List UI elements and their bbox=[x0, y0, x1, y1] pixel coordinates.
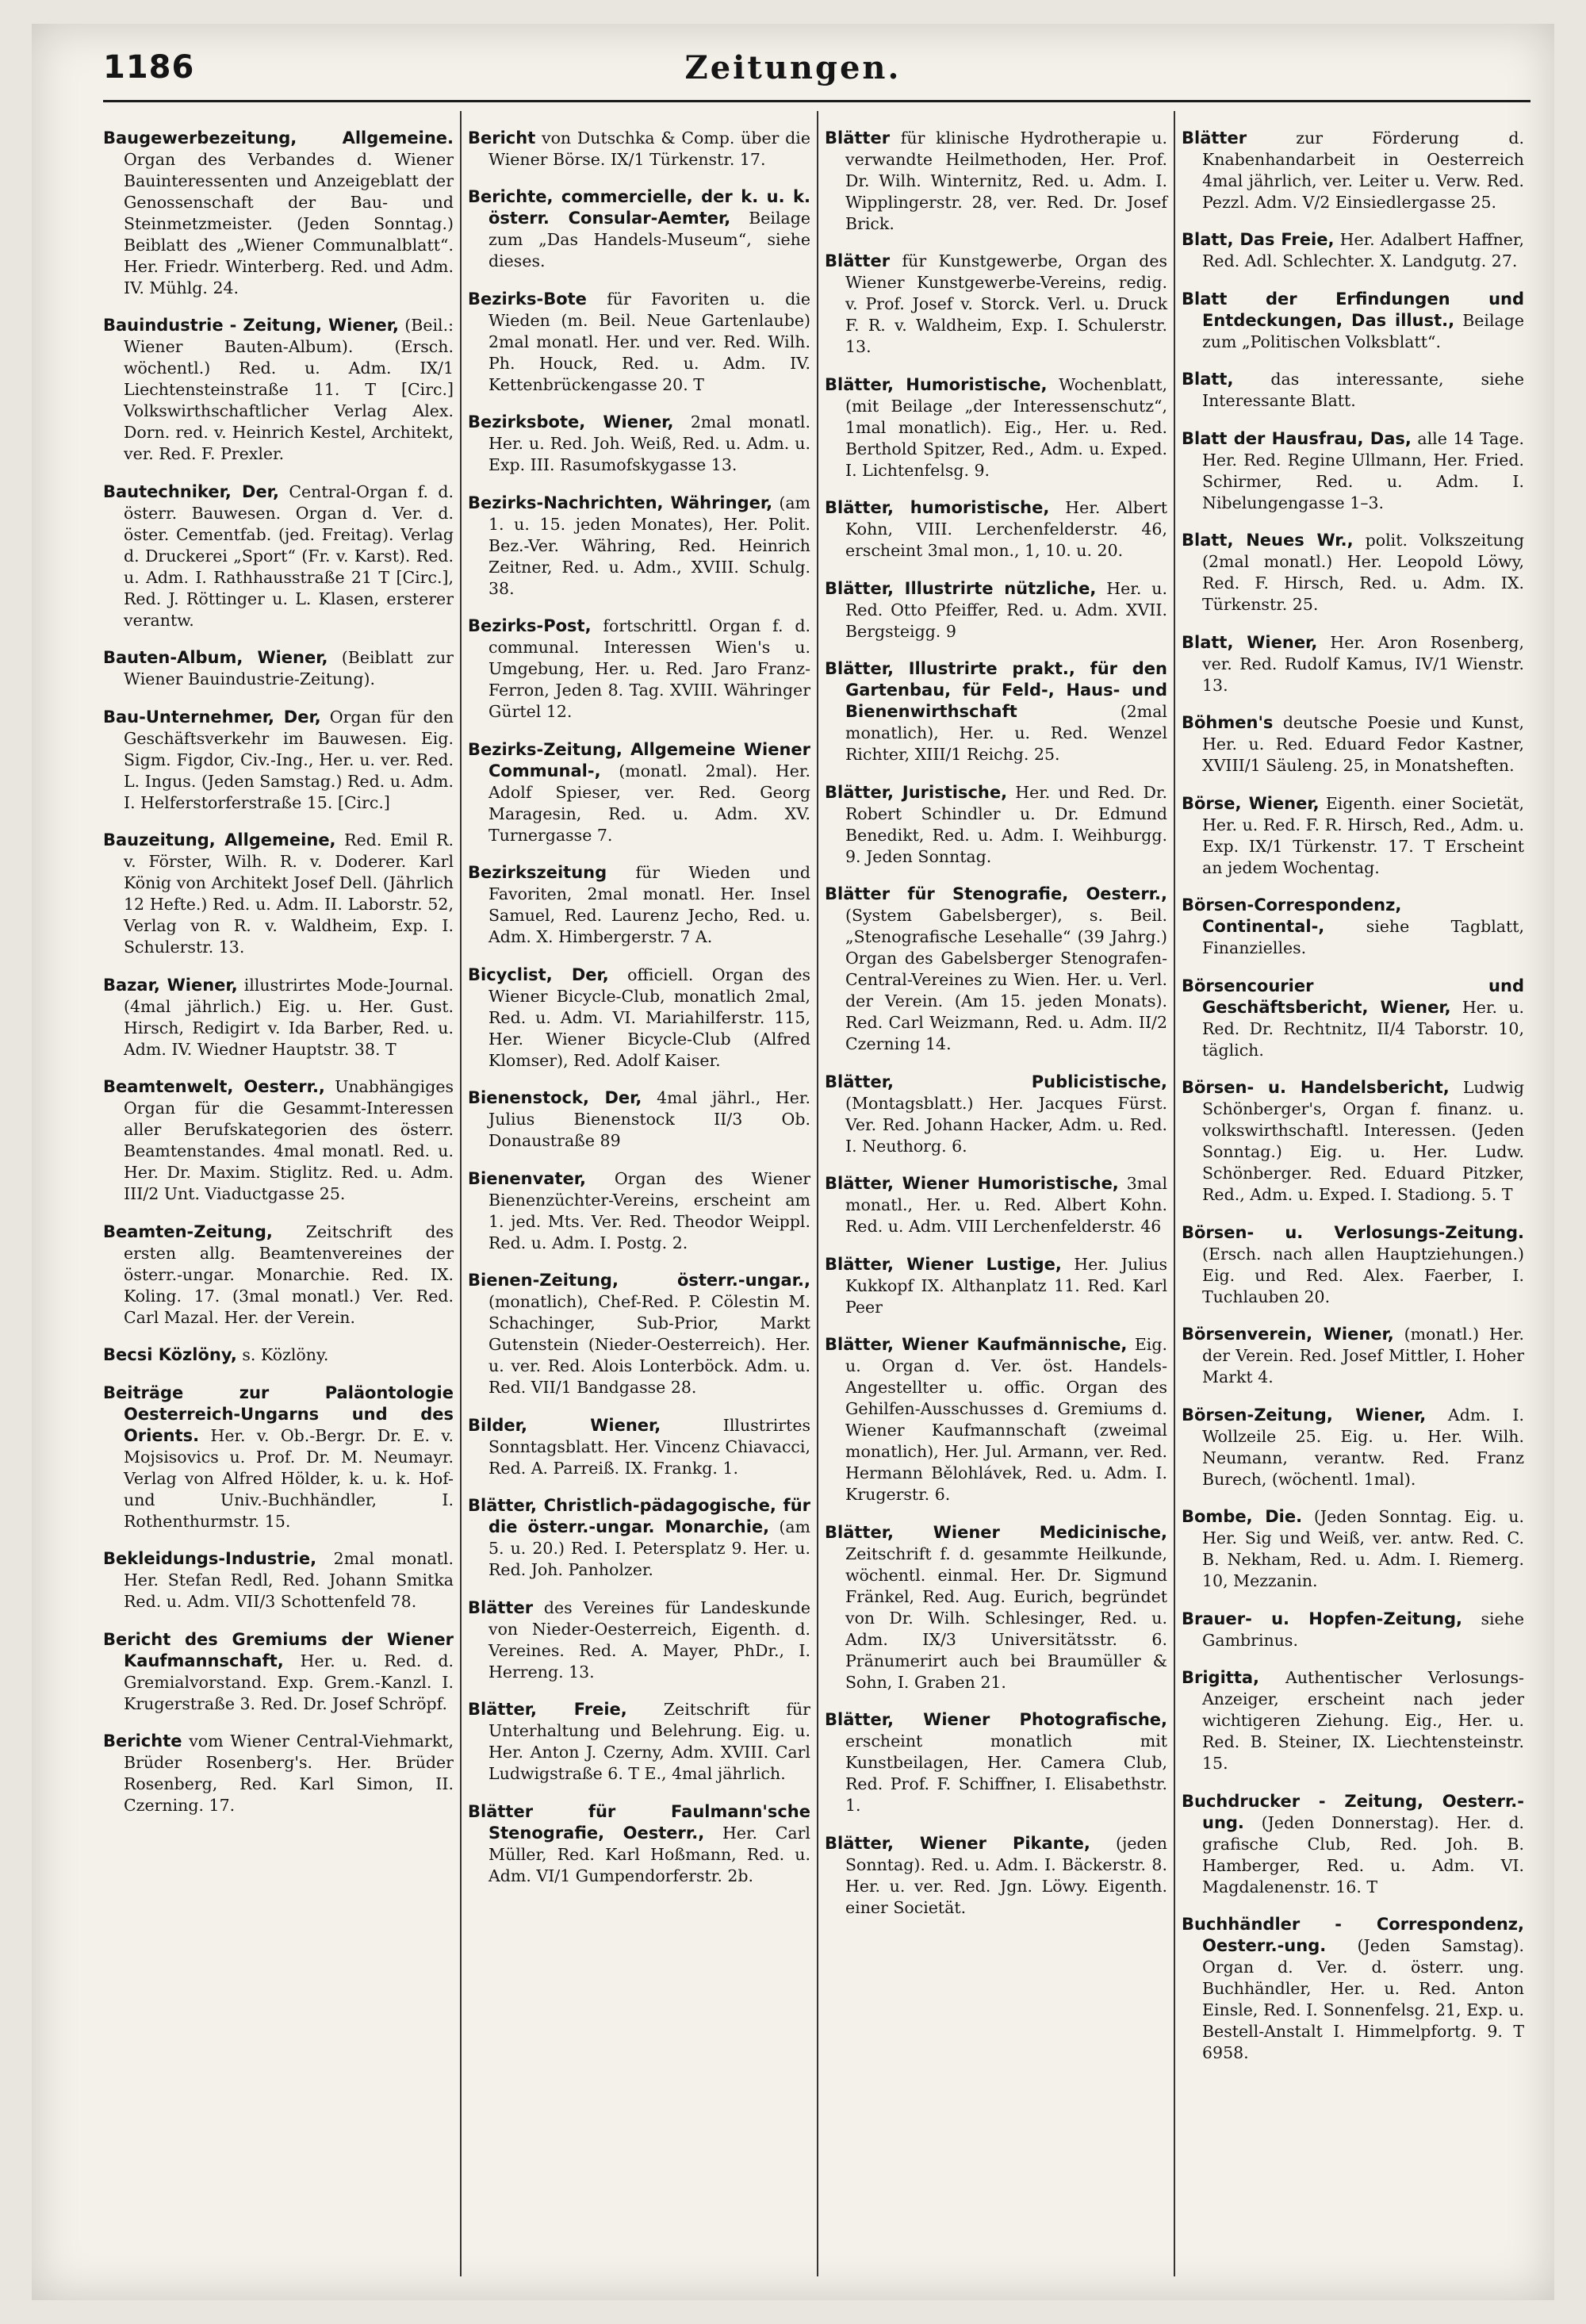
entry-text: Zeitschrift für Unterhaltung und Belehrung. Eig. u. Her. Anton J. Czerny, Adm. XVIII. Carl Ludwigstraße 6. T E., 4mal jährlich. bbox=[488, 1700, 810, 1783]
entry-text: vom Wiener Central-Viehmarkt, Brüder Rosenberg's. Her. Brüder Rosenberg, Red. Karl Simon, II. Czerning. 17. bbox=[124, 1731, 454, 1815]
directory-entry bbox=[825, 1334, 1167, 1505]
entry-text: polit. Volkszeitung (2mal monatl.) Her. Leopold Löwy, Red. F. Hirsch, Red. u. Adm. IX. Türkenstr. 25. bbox=[1202, 531, 1524, 614]
entry-title: Beamten-Zeitung, bbox=[103, 1221, 273, 1241]
entry-text: Her. Carl Müller, Red. Karl Hoßmann, Red. u. Adm. VI/1 Gumpendorferstr. 2b. bbox=[488, 1823, 810, 1885]
directory-entry bbox=[825, 374, 1167, 481]
entry-text: Her. u. Red. Dr. Rechtnitz, II/4 Taborstr. 10, täglich. bbox=[1202, 997, 1524, 1060]
directory-entry bbox=[103, 830, 454, 958]
entry-title: Berichte, commercielle, der k. u. k. österr. Consular-Aemter, bbox=[468, 187, 810, 228]
directory-entry bbox=[468, 1801, 810, 1887]
directory-entry bbox=[103, 315, 454, 465]
directory-entry bbox=[468, 289, 810, 396]
directory-entry bbox=[468, 1087, 810, 1152]
entry-title: Börsencourier und Geschäftsbericht, Wiener, bbox=[1182, 976, 1524, 1017]
directory-entry bbox=[103, 1076, 454, 1205]
entry-title: Bazar, Wiener, bbox=[103, 975, 238, 995]
entry-text: Zeitschrift des ersten allg. Beamtenvereines der österr.-ungar. Monarchie. Red. IX. Koling. 17. (3mal monatl.) Ver. Red. Carl Mazal. Her. der Verein. bbox=[124, 1221, 454, 1327]
entry-text: Unabhängiges Organ für die Gesammt-Interessen aller Berufskategorien des österr. Beamtenstandes. 4mal monatl. Red. u. Her. Dr. Maxim. Stiglitz. Red. u. Adm. III/2 Unt. Viaductgasse 25. bbox=[124, 1077, 454, 1203]
directory-entry bbox=[825, 1833, 1167, 1919]
entry-title: Brigitta, bbox=[1182, 1668, 1260, 1687]
entry-text: Her. u. Red. Otto Pfeiffer, Red. u. Adm. XVII. Bergsteigg. 9 bbox=[845, 578, 1167, 641]
entry-title: Blätter, Wiener Photografische, bbox=[825, 1710, 1167, 1729]
entry-text: 2mal monatl. Her. Stefan Redl, Red. Johann Smitka Red. u. Adm. VII/3 Schottenfeld 78. bbox=[124, 1549, 454, 1611]
entry-title: Blätter bbox=[825, 128, 891, 148]
entry-title: Börsen-Zeitung, Wiener, bbox=[1182, 1405, 1427, 1425]
entry-title: Blätter für Faulmann'sche Stenografie, Oesterr., bbox=[468, 1801, 810, 1843]
entry-title: Bericht des Gremiums der Wiener Kaufmannschaft, bbox=[103, 1629, 454, 1670]
directory-entry bbox=[825, 658, 1167, 765]
directory-entry bbox=[468, 1597, 810, 1683]
directory-page bbox=[32, 24, 1554, 2300]
entry-title: Beamtenwelt, Oesterr., bbox=[103, 1077, 325, 1096]
entry-title: Bombe, Die. bbox=[1182, 1507, 1303, 1526]
entry-title: Blätter bbox=[1182, 128, 1247, 148]
directory-entry bbox=[1182, 976, 1524, 1061]
entry-title: Blätter, Wiener Kaufmännische, bbox=[825, 1335, 1128, 1354]
directory-entry bbox=[103, 975, 454, 1060]
column-4 bbox=[1174, 111, 1530, 2276]
entry-title: Börsen- u. Handelsbericht, bbox=[1182, 1078, 1450, 1097]
entry-title: Bienenvater, bbox=[468, 1168, 586, 1188]
entry-text: für Kunstgewerbe, Organ des Wiener Kunstgewerbe-Vereins, redig. v. Prof. Josef v. Storck. Verl. u. Druck F. R. v. Waldheim, Exp. I. Schulerstr. 13. bbox=[845, 251, 1167, 356]
entry-title: Blatt, Wiener, bbox=[1182, 632, 1318, 652]
entry-title: Blätter, Illustrirte nützliche, bbox=[825, 578, 1097, 598]
directory-entry bbox=[1182, 128, 1524, 213]
entry-title: Bekleidungs-Industrie, bbox=[103, 1549, 317, 1568]
entry-text: Organ des Wiener Bienenzüchter-Vereins, erscheint am 1. jed. Mts. Ver. Red. Theodor Weippl. Red. u. Adm. I. Postg. 2. bbox=[488, 1168, 810, 1252]
entry-title: Bezirkszeitung bbox=[468, 863, 607, 882]
entry-text: Ludwig Schönberger's, Organ f. finanz. u. volkswirthschaftl. Interessen. (Jeden Sonntag.) Eig. u. Her. Ludw. Schönberger. Red. Eduard Pitzker, Red., Adm. u. Exped. I. Stadiong. 5. T bbox=[1202, 1078, 1524, 1204]
entry-text: Eig. u. Organ d. Ver. öst. Handels-Angestellter u. offic. Organ des Gehilfen-Ausschusses d. Gremiums d. Wiener Kaufmannschaft (zweimal monatlich), Her. Jul. Armann, ver. Red. Hermann Bělohlávek, Red. u. Adm. I. Krugerstr. 6. bbox=[845, 1335, 1167, 1504]
entry-title: Blätter, Wiener Medicinische, bbox=[825, 1522, 1167, 1542]
entry-text: siehe Tagblatt, Finanzielles. bbox=[1202, 917, 1524, 957]
directory-entry bbox=[825, 578, 1167, 642]
entry-text: Her. Adalbert Haffner, Red. Adl. Schlechter. X. Landgutg. 27. bbox=[1202, 230, 1524, 270]
entry-text: Beilage zum „Politischen Volksblatt“. bbox=[1202, 310, 1524, 351]
entry-title: Baugewerbezeitung, Allgemeine. bbox=[103, 128, 454, 148]
entry-text: (Jeden Samstag). Organ d. Ver. d. österr. ung. Buchhändler, Her. u. Red. Anton Einsle, Red. I. Sonnenfelsg. 21, Exp. u. Bestell-Anstalt I. Himmelpfortg. 9. T 6958. bbox=[1202, 1936, 1524, 2062]
directory-entry bbox=[103, 1629, 454, 1715]
entry-text: Illustrirtes Sonntagsblatt. Her. Vincenz Chiavacci, Red. A. Parreiß. IX. Frankg. 1. bbox=[488, 1415, 810, 1478]
directory-entry bbox=[1182, 1914, 1524, 2064]
entry-text: deutsche Poesie und Kunst, Her. u. Red. Eduard Fedor Kastner, XVIII/1 Säuleng. 25, in Monatsheften. bbox=[1202, 713, 1524, 775]
entry-title: Bauten-Album, Wiener, bbox=[103, 648, 328, 667]
entry-title: Blatt, Das Freie, bbox=[1182, 230, 1335, 249]
entry-text: 3mal monatl., Her. u. Red. Albert Kohn. Red. u. Adm. VIII Lerchenfelderstr. 46 bbox=[845, 1174, 1167, 1236]
entry-title: Blätter, Wiener Humoristische, bbox=[825, 1174, 1119, 1193]
entry-text: (jeden Sonntag). Red. u. Adm. I. Bäckerstr. 8. Her. u. ver. Red. Jgn. Löwy. Eigenth. einer Societät. bbox=[845, 1833, 1167, 1917]
directory-entry bbox=[1182, 1324, 1524, 1388]
entry-text: (monatl.) Her. der Verein. Red. Josef Mittler, I. Hoher Markt 4. bbox=[1202, 1325, 1524, 1386]
entry-text: Her. Julius Kukkopf IX. Althanplatz 11. Red. Karl Peer bbox=[845, 1254, 1167, 1317]
directory-entry bbox=[103, 707, 454, 814]
entry-text: alle 14 Tage. Her. Red. Regine Ullmann, Her. Fried. Schirmer, Red. u. Adm. I. Nibelungengasse 1–3. bbox=[1202, 428, 1524, 512]
directory-entry bbox=[825, 1522, 1167, 1693]
running-head: Zeitungen. bbox=[684, 49, 902, 86]
directory-entry bbox=[1182, 1506, 1524, 1592]
entry-title: Beiträge zur Paläontologie Oesterreich-Ungarns und des Orients. bbox=[103, 1383, 454, 1445]
directory-entry bbox=[103, 481, 454, 631]
entry-title: Bezirksbote, Wiener, bbox=[468, 412, 674, 431]
directory-entry bbox=[103, 1383, 454, 1532]
directory-entry bbox=[103, 1221, 454, 1329]
entry-text: Her. Albert Kohn, VIII. Lerchenfelderstr. 46, erscheint 3mal mon., 1, 10. u. 20. bbox=[845, 498, 1167, 560]
entry-text: Beilage zum „Das Handels-Museum“, siehe dieses. bbox=[488, 209, 810, 270]
entry-text: 4mal jährl., Her. Julius Bienenstock II/3 Ob. Donaustraße 89 bbox=[488, 1088, 810, 1150]
entry-text: Central-Organ f. d. österr. Bauwesen. Organ d. Ver. d. öster. Cementfab. (jed. Freitag). Verlag d. Druckerei „Sport“ (Fr. v. Karst). Red. u. Adm. I. Rathhausstraße 21 T [Circ.], Red. J. Röttinger u. L. Klasen, ersterer verantw. bbox=[124, 481, 454, 630]
entry-title: Bezirks-Nachrichten, Währinger, bbox=[468, 493, 773, 512]
page-header bbox=[32, 24, 1554, 103]
directory-entry bbox=[468, 1699, 810, 1785]
entry-text: Her. und Red. Dr. Robert Schindler u. Dr. Edmund Benedikt, Red. u. Adm. I. Weihburgg. 9. Jeden Sonntag. bbox=[845, 782, 1167, 866]
directory-entry bbox=[1182, 793, 1524, 879]
entry-text: Wochenblatt, (mit Beilage „der Interessenschutz“, 1mal monatlich). Eig., Her. u. Red. Berthold Spitzer, Red., Adm. u. Exped. I. Lichtenfelsg. 9. bbox=[845, 374, 1167, 480]
entry-title: Blätter, Humoristische, bbox=[825, 374, 1048, 394]
directory-entry bbox=[1182, 369, 1524, 412]
entry-text: Her. u. Red. d. Gremialvorstand. Exp. Grem.-Kanzl. I. Krugerstraße 3. Red. Dr. Josef Schröpf. bbox=[124, 1651, 454, 1713]
directory-entry bbox=[103, 128, 454, 299]
column-1 bbox=[103, 111, 460, 2276]
entry-title: Börse, Wiener, bbox=[1182, 793, 1320, 813]
entry-text: von Dutschka & Comp. über die Wiener Börse. IX/1 Türkenstr. 17. bbox=[488, 128, 810, 169]
entry-title: Börsen- u. Verlosungs-Zeitung. bbox=[1182, 1222, 1524, 1242]
entry-text: des Vereines für Landeskunde von Nieder-Oesterreich, Eigenth. d. Vereines. Red. A. Mayer, PhDr., I. Herreng. 13. bbox=[488, 1597, 810, 1682]
entry-title: Bezirks-Zeitung, Allgemeine Wiener Communal-, bbox=[468, 739, 810, 780]
entry-title: Bauindustrie - Zeitung, Wiener, bbox=[103, 316, 400, 335]
entry-title: Blatt, Neues Wr., bbox=[1182, 531, 1354, 550]
directory-entry bbox=[103, 1344, 454, 1366]
entry-text: (am 5. u. 20.) Red. I. Petersplatz 9. Her. u. Red. Joh. Panholzer. bbox=[488, 1517, 810, 1579]
directory-entry bbox=[468, 862, 810, 948]
entry-title: Becsi Közlöny, bbox=[103, 1345, 237, 1364]
entry-title: Berichte bbox=[103, 1731, 182, 1751]
entry-text: (2mal monatlich), Her. u. Red. Wenzel Richter, XIII/1 Reichg. 25. bbox=[845, 702, 1167, 764]
entry-text: officiell. Organ des Wiener Bicycle-Club, monatlich 2mal, Red. u. Adm. VI. Mariahilferstr. 115, Her. Wiener Bicycle-Club (Alfred Klomser), Red. Adolf Kaiser. bbox=[488, 964, 810, 1070]
entry-text: illustrirtes Mode-Journal. (4mal jährlich.) Eig. u. Her. Gust. Hirsch, Redigirt v. Ida Barber, Red. u. Adm. IV. Wiedner Hauptstr. 38. T bbox=[124, 975, 454, 1059]
entry-title: Bericht bbox=[468, 128, 536, 148]
entry-title: Bilder, Wiener, bbox=[468, 1415, 661, 1435]
directory-entry bbox=[468, 1495, 810, 1581]
entry-title: Buchhändler - Correspondenz, Oesterr.-ung. bbox=[1182, 1915, 1524, 1955]
directory-entry bbox=[103, 1731, 454, 1816]
directory-entry bbox=[1182, 1405, 1524, 1490]
entry-text: Organ für den Geschäftsverkehr im Bauwesen. Eig. Sigm. Figdor, Civ.-Ing., Her. u. ver. Red. L. Ingus. (Jeden Samstag.) Red. u. Adm. I. Helferstorferstraße 15. [Circ.] bbox=[124, 707, 454, 812]
column-3 bbox=[817, 111, 1174, 2276]
entry-text: (monatl. 2mal). Her. Adolf Spieser, ver. Red. Georg Maragesin, Red. u. Adm. XV. Turnergasse 7. bbox=[488, 761, 810, 845]
directory-entry bbox=[468, 739, 810, 846]
entry-text: (Beil.: Wiener Bauten-Album). (Ersch. wöchentl.) Red. u. Adm. IX/1 Liechtensteinstraße 11. T [Circ.] Volkswirthschaftlicher Verlag Alex. Dorn. red. v. Heinrich Kestel, Architekt, ver. Red. F. Prexler. bbox=[124, 316, 454, 463]
entry-text: (Jeden Sonntag. Eig. u. Her. Sig und Weiß, ver. antw. Red. C. B. Nekham, Red. u. Adm. I. Riemerg. 10, Mezzanin. bbox=[1202, 1507, 1524, 1590]
directory-entry bbox=[1182, 229, 1524, 272]
directory-entry bbox=[1182, 289, 1524, 353]
directory-entry bbox=[825, 1709, 1167, 1816]
entry-text: erscheint monatlich mit Kunstbeilagen, Her. Camera Club, Red. Prof. F. Schiffner, I. Elisabethstr. 1. bbox=[845, 1731, 1167, 1815]
directory-entry bbox=[468, 1270, 810, 1398]
entry-title: Blätter, humoristische, bbox=[825, 498, 1050, 517]
entry-title: Buchdrucker - Zeitung, Oesterr.-ung. bbox=[1182, 1791, 1524, 1832]
directory-entry bbox=[468, 493, 810, 600]
entry-text: (Ersch. nach allen Hauptziehungen.) Eig. und Red. Alex. Faerber, I. Tuchlauben 20. bbox=[1202, 1244, 1524, 1306]
entry-text: (monatlich), Chef-Red. P. Cölestin M. Schachinger, Sub-Prior, Markt Gutenstein (Nieder-Oesterreich). Her. u. ver. Red. Alois Lonterböck. Adm. u. Red. VII/1 Bandgasse 28. bbox=[488, 1292, 810, 1397]
directory-entry bbox=[468, 128, 810, 171]
entry-text: fortschrittl. Organ f. d. communal. Interessen Wien's u. Umgebung, Her. u. Red. Jaro Franz-Ferron, Jeden 8. Tag. XVIII. Währinger Gürtel 12. bbox=[488, 616, 810, 721]
entry-title: Blatt, bbox=[1182, 370, 1234, 389]
entry-text: Red. Emil R. v. Förster, Wilh. R. v. Doderer. Karl König von Architekt Josef Dell. (Jährlich 12 Hefte.) Red. u. Adm. II. Laborstr. 52, Verlag von R. v. Waldheim, Exp. I. Schulerstr. 13. bbox=[124, 830, 454, 957]
entry-text: für Favoriten u. die Wieden (m. Beil. Neue Gartenlaube) 2mal monatl. Her. und ver. Red. Wilh. Ph. Houck, Red. u. Adm. IV. Kettenbrückengasse 20. T bbox=[488, 289, 810, 394]
directory-entry bbox=[468, 964, 810, 1072]
directory-entry bbox=[468, 1168, 810, 1254]
directory-entry bbox=[825, 1173, 1167, 1237]
page-number: 1186 bbox=[103, 49, 195, 86]
entry-title: Böhmen's bbox=[1182, 713, 1274, 732]
entry-title: Börsen-Correspondenz, Continental-, bbox=[1182, 895, 1402, 936]
entry-text: siehe Gambrinus. bbox=[1202, 1609, 1524, 1650]
directory-entry bbox=[825, 884, 1167, 1055]
entry-title: Blätter, Wiener Lustige, bbox=[825, 1254, 1062, 1274]
entry-title: Blätter für Stenografie, Oesterr., bbox=[825, 884, 1167, 903]
entry-text: (Jeden Donnerstag). Her. d. grafische Club, Red. Joh. B. Hamberger, Red. u. Adm. VI. Magdalenenstr. 16. T bbox=[1202, 1812, 1524, 1896]
directory-entry bbox=[1182, 530, 1524, 616]
directory-entry bbox=[1182, 1791, 1524, 1898]
directory-entry bbox=[468, 412, 810, 476]
entry-title: Bezirks-Post, bbox=[468, 616, 592, 635]
entry-text: Adm. I. Wollzeile 25. Eig. u. Her. Wilh. Neumann, verantw. Red. Franz Burech, (wöchentl. 1mal). bbox=[1202, 1405, 1524, 1489]
entry-title: Bienen-Zeitung, österr.-ungar., bbox=[468, 1271, 810, 1290]
entry-title: Bezirks-Bote bbox=[468, 289, 587, 309]
entry-title: Blatt der Hausfrau, Das, bbox=[1182, 428, 1412, 448]
columns bbox=[103, 111, 1530, 2276]
entry-title: Bicyclist, Der, bbox=[468, 964, 609, 984]
entry-title: Brauer- u. Hopfen-Zeitung, bbox=[1182, 1609, 1462, 1628]
directory-entry bbox=[1182, 428, 1524, 514]
directory-entry bbox=[1182, 1609, 1524, 1651]
entry-title: Blätter, Publicistische, bbox=[825, 1072, 1167, 1091]
directory-entry bbox=[1182, 1667, 1524, 1774]
entry-text: (Beiblatt zur Wiener Bauindustrie-Zeitung). bbox=[124, 648, 454, 688]
entry-title: Blätter bbox=[468, 1597, 534, 1617]
entry-title: Bautechniker, Der, bbox=[103, 481, 279, 501]
entry-text: Authentischer Verlosungs-Anzeiger, erscheint nach jeder wichtigeren Ziehung. Eig., Her. u. Red. B. Steiner, IX. Liechtensteinstr. 15. bbox=[1202, 1668, 1524, 1773]
entry-title: Blätter, Freie, bbox=[468, 1700, 627, 1719]
directory-entry bbox=[468, 616, 810, 723]
directory-entry bbox=[825, 128, 1167, 235]
entry-text: (Montagsblatt.) Her. Jacques Fürst. Ver. Red. Johann Hacker, Adm. u. Red. I. Neuthorg. 6. bbox=[845, 1093, 1167, 1156]
entry-text: (am 1. u. 15. jeden Monates), Her. Polit. Bez.-Ver. Währing, Red. Heinrich Zeitner, Red. u. Adm., XVIII. Schulg. 38. bbox=[488, 493, 810, 598]
entry-text: für Wieden und Favoriten, 2mal monatl. Her. Insel Samuel, Red. Laurenz Jecho, Red. u. Adm. X. Himbergerstr. 7 A. bbox=[488, 863, 810, 946]
entry-text: Eigenth. einer Societät, Her. u. Red. F. R. Hirsch, Red., Adm. u. Exp. IX/1 Türkenstr. 17. T Erscheint an jedem Wochentag. bbox=[1202, 793, 1524, 877]
entry-text: 2mal monatl. Her. u. Red. Joh. Weiß, Red. u. Adm. u. Exp. III. Rasumofskygasse 13. bbox=[488, 412, 810, 474]
directory-entry bbox=[825, 782, 1167, 868]
entry-title: Bauzeitung, Allgemeine, bbox=[103, 830, 336, 849]
entry-text: Her. v. Ob.-Bergr. Dr. E. v. Mojsisovics u. Prof. Dr. M. Neumayr. Verlag von Alfred Hölder, k. u. k. Hof- und Univ.-Buchhändler, I. Rothenthurmstr. 15. bbox=[124, 1425, 454, 1531]
column-2 bbox=[460, 111, 817, 2276]
entry-text: s. Közlöny. bbox=[242, 1345, 329, 1364]
directory-entry bbox=[1182, 1222, 1524, 1308]
entry-text: zur Förderung d. Knabenhandarbeit in Oesterreich 4mal jährlich, ver. Leiter u. Verw. Red. Pezzl. Adm. V/2 Einsiedlergasse 25. bbox=[1202, 128, 1524, 212]
entry-title: Börsenverein, Wiener, bbox=[1182, 1325, 1394, 1344]
entry-title: Blätter, Christlich-pädagogische, für die österr.-ungar. Monarchie, bbox=[468, 1496, 810, 1536]
directory-entry bbox=[825, 1254, 1167, 1318]
directory-entry bbox=[103, 647, 454, 690]
entry-title: Blätter, Illustrirte prakt., für den Gartenbau, für Feld-, Haus- und Bienenwirthschaft bbox=[825, 659, 1167, 721]
entry-text: für klinische Hydrotherapie u. verwandte Heilmethoden, Her. Prof. Dr. Wilh. Winternitz, Red. u. Adm. I. Wipplingerstr. 28, ver. Red. Dr. Josef Brick. bbox=[845, 128, 1167, 233]
header-rule bbox=[103, 100, 1530, 102]
directory-entry bbox=[825, 497, 1167, 562]
directory-entry bbox=[468, 1415, 810, 1479]
entry-text: Zeitschrift f. d. gesammte Heilkunde, wöchentl. einmal. Her. Dr. Sigmund Fränkel, Red. Aug. Eurich, begründet von Dr. Wilh. Schlesinger, Red. u. Adm. IX/3 Universitätsstr. 6. Pränumerirt auch bei Braumüller & Sohn, I. Graben 21. bbox=[845, 1544, 1167, 1692]
directory-entry bbox=[103, 1548, 454, 1613]
directory-entry bbox=[1182, 895, 1524, 959]
entry-title: Blatt der Erfindungen und Entdeckungen, Das illust., bbox=[1182, 289, 1524, 330]
directory-entry bbox=[825, 251, 1167, 358]
directory-entry bbox=[1182, 712, 1524, 777]
directory-entry bbox=[825, 1072, 1167, 1157]
entry-text: Organ des Verbandes d. Wiener Bauinteressenten und Anzeigeblatt der Genossenschaft der Bau- und Steinmetzmeister. (Jeden Sonntag.) Beiblatt des „Wiener Communalblatt“. Her. Friedr. Winterberg. Red. und Adm. IV. Mühlg. 24. bbox=[124, 149, 454, 297]
entry-title: Bienenstock, Der, bbox=[468, 1088, 642, 1107]
entry-title: Blätter, Juristische, bbox=[825, 782, 1008, 802]
entry-text: das interessante, siehe Interessante Blatt. bbox=[1202, 370, 1524, 410]
entry-text: Her. Aron Rosenberg, ver. Red. Rudolf Kamus, IV/1 Wienstr. 13. bbox=[1202, 632, 1524, 695]
entry-title: Blätter bbox=[825, 251, 891, 270]
entry-text: (System Gabelsberger), s. Beil. „Stenografische Lesehalle“ (39 Jahrg.) Organ des Gabelsberger Stenografen-Central-Vereines zu Wien. Her. u. Verl. der Verein. (Am 15. jeden Monats). Red. Carl Weizmann, Red. u. Adm. II/2 Czerning 14. bbox=[845, 906, 1167, 1053]
entry-title: Bau-Unternehmer, Der, bbox=[103, 707, 321, 727]
entry-title: Blätter, Wiener Pikante, bbox=[825, 1833, 1090, 1853]
directory-entry bbox=[1182, 632, 1524, 696]
directory-entry bbox=[1182, 1077, 1524, 1206]
directory-entry bbox=[468, 186, 810, 272]
